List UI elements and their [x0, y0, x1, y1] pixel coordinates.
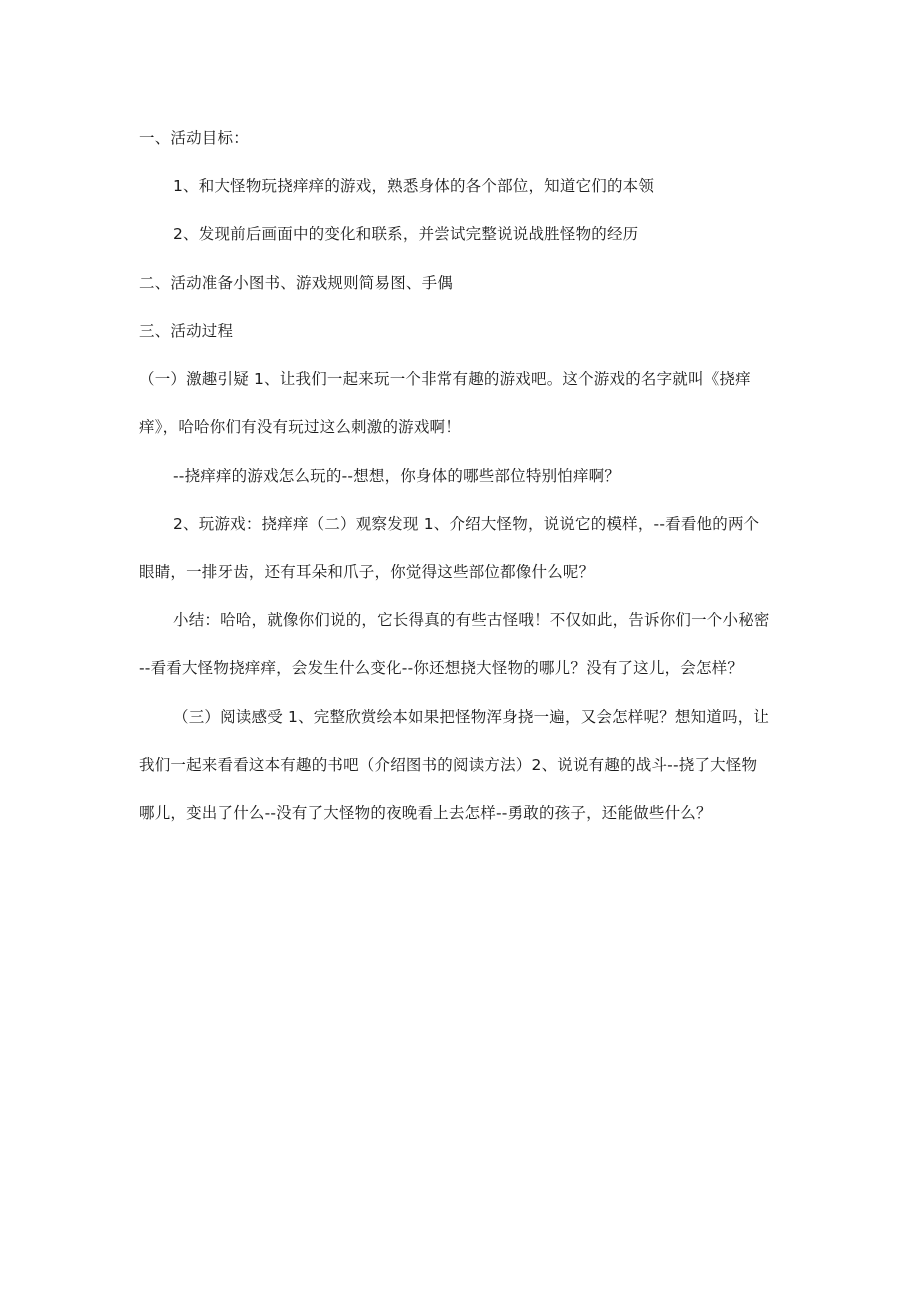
paragraph-4-line-1: 小结：哈哈，就像你们说的，它长得真的有些古怪哦！不仅如此，告诉你们一个小秘密: [173, 611, 770, 629]
paragraph-2-line-1: --挠痒痒的游戏怎么玩的--想想，你身体的哪些部位特别怕痒啊？: [173, 467, 621, 485]
paragraph-5-line-3: 哪儿，变出了什么--没有了大怪物的夜晚看上去怎样--勇敢的孩子，还能做些什么？: [139, 804, 712, 822]
paragraph-5-line-1: （三）阅读感受 1、完整欣赏绘本如果把怪物浑身挠一遍，又会怎样呢？想知道吗，让: [173, 708, 770, 726]
goal-item-1: 1、和大怪物玩挠痒痒的游戏，熟悉身体的各个部位，知道它们的本领: [173, 177, 655, 195]
paragraph-1-line-1: （一）激趣引疑 1、让我们一起来玩一个非常有趣的游戏吧。这个游戏的名字就叫《挠痒: [139, 370, 751, 388]
paragraph-1-line-2: 痒》，哈哈你们有没有玩过这么刺激的游戏啊！: [139, 418, 461, 436]
paragraph-3-line-1: 2、玩游戏：挠痒痒（二）观察发现 1、介绍大怪物，说说它的模样，--看看他的两个: [173, 515, 760, 533]
section-heading-preparation: 二、活动准备小图书、游戏规则简易图、手偶: [139, 274, 454, 292]
paragraph-3-line-2: 眼睛，一排牙齿，还有耳朵和爪子，你觉得这些部位都像什么呢？: [139, 563, 595, 581]
paragraph-5-line-2: 我们一起来看看这本有趣的书吧（介绍图书的阅读方法）2、说说有趣的战斗--挠了大怪物: [139, 756, 758, 774]
section-heading-goals: 一、活动目标：: [139, 129, 249, 147]
section-heading-process: 三、活动过程: [139, 322, 234, 340]
goal-item-2: 2、发现前后画面中的变化和联系，并尝试完整说说战胜怪物的经历: [173, 225, 639, 243]
paragraph-4-line-2: --看看大怪物挠痒痒，会发生什么变化--你还想挠大怪物的哪儿？没有了这儿，会怎样？: [139, 659, 744, 677]
